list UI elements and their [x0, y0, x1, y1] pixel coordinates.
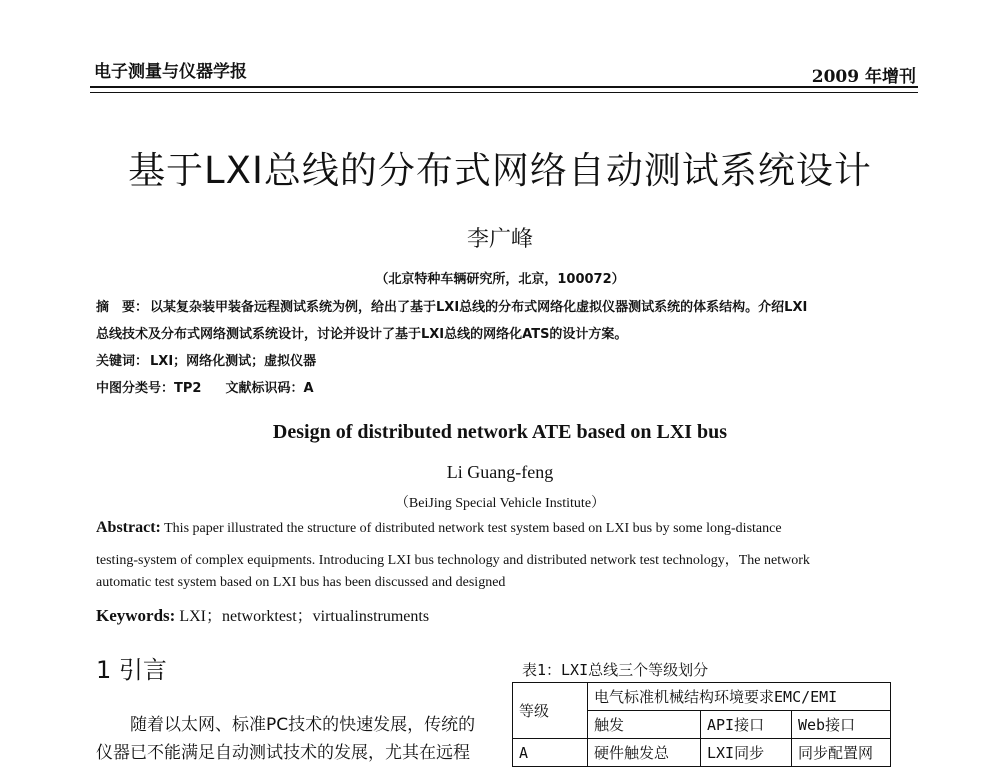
- body-line: 仪器已不能满足自动测试技术的发展，尤其在远程: [96, 743, 470, 763]
- abstract-cn-text: 以某复杂装甲装备远程测试系统为例，给出了基于LXI总线的分布式网络化虚拟仪器测试系统的体系结构。介绍LXI: [150, 300, 808, 315]
- keywords-cn: [96, 350, 316, 369]
- table-cell: 同步配置网: [792, 739, 891, 767]
- header-rule: [90, 86, 918, 88]
- abstract-en-line2: testing-system of complex equipments. Introducing LXI bus technology and distributed network test technology，The network: [96, 553, 810, 568]
- table-cell: 电气标准机械结构环境要求EMC/EMI: [588, 683, 891, 711]
- clc-label: 中图分类号：: [96, 381, 175, 396]
- table-caption: 表1：LXI总线三个等级划分: [522, 661, 709, 679]
- table-cell: 触发: [588, 711, 701, 739]
- keywords-en-label: Keywords:: [96, 606, 176, 625]
- table-row: [513, 739, 891, 767]
- table-cell: 硬件触发总: [588, 739, 701, 767]
- header-rule-thin: [90, 92, 918, 93]
- abstract-en-line3: automatic test system based on LXI bus has been discussed and designed: [96, 575, 506, 590]
- table-row: [513, 683, 891, 711]
- abstract-cn-label: 摘 要：: [96, 300, 149, 315]
- english-author: Li Guang-feng: [446, 462, 554, 482]
- lxi-levels-table: [512, 682, 891, 767]
- table-cell: 等级: [513, 683, 588, 739]
- keywords-cn-label: 关键词：: [96, 354, 149, 369]
- abstract-en-line1: [96, 519, 782, 537]
- abstract-en-text: This paper illustrated the structure of distributed network test system based on LXI bus by some long-distance: [164, 521, 782, 536]
- table-cell: LXI同步: [701, 739, 792, 767]
- body-line: 随着以太网、标准PC技术的快速发展，传统的: [96, 715, 476, 735]
- table-cell: A: [513, 739, 588, 767]
- classification-cn: [96, 377, 314, 396]
- clc-value: TP2: [174, 381, 202, 396]
- doc-code-label: 文献标识码：: [225, 381, 304, 396]
- abstract-cn-line1: [96, 296, 807, 315]
- keywords-en: [96, 603, 429, 626]
- paper-title: 基于LXI总线的分布式网络自动测试系统设计: [128, 149, 872, 192]
- journal-name: 电子测量与仪器学报: [94, 62, 247, 82]
- section-heading: 1 引言: [96, 656, 167, 684]
- abstract-en-label: Abstract:: [96, 519, 161, 536]
- table-cell: Web接口: [792, 711, 891, 739]
- doc-code-value: A: [303, 381, 314, 396]
- paper-affiliation: （北京特种车辆研究所，北京，100072）: [375, 272, 625, 287]
- english-title: Design of distributed network ATE based on LXI bus: [272, 421, 728, 443]
- keywords-cn-text: LXI；网络化测试；虚拟仪器: [150, 354, 317, 369]
- issue-label: 2009 年增刊: [811, 67, 916, 87]
- keywords-en-text: LXI；networktest；virtualinstruments: [179, 608, 430, 625]
- english-affiliation: （BeiJing Special Vehicle Institute）: [394, 496, 606, 511]
- paper-author: 李广峰: [466, 227, 533, 252]
- table-cell: API接口: [701, 711, 792, 739]
- abstract-cn-line2: 总线技术及分布式网络测试系统设计，讨论并设计了基于LXI总线的网络化ATS的设计方案。: [96, 327, 628, 342]
